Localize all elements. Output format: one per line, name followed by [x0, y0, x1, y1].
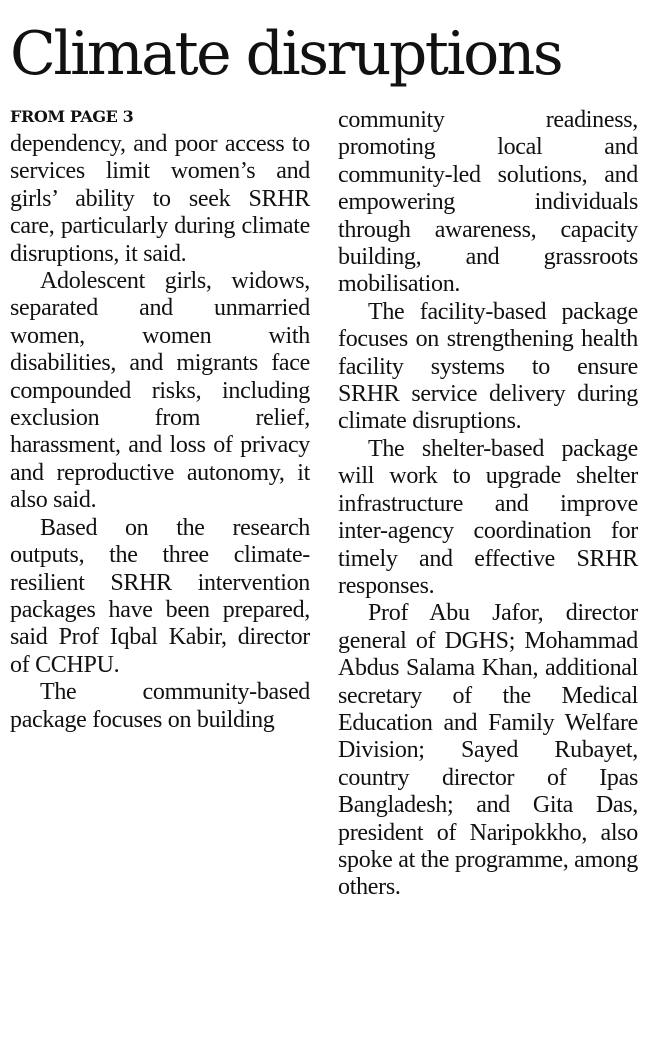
article-headline: Climate disruptions [10, 19, 562, 89]
paragraph: Adolescent girls, widows, separated and unmarried women, women with disabilities, and migrants face compounded risks, including exclusion from relief, harassment, and loss of privacy and reproductive autonomy, it also said. [10, 268, 310, 514]
paragraph: Prof Abu Jafor, director general of DGHS; Mohammad Abdus Salama Khan, additional secretary of the Medical Education and Family Welfare Division; Sayed Rubayet, country director of Ipas Bangladesh; and Gita Das, president of Naripokkho, also spoke at the programme, among others. [338, 600, 638, 901]
paragraph: The shelter-based package will work to upgrade shelter infrastructure and improve inter-agency coordination for timely and effective SRHR responses. [338, 435, 638, 599]
article-column-right [338, 107, 638, 902]
paragraph: The community-based package focuses on building [10, 679, 310, 733]
jump-label: FROM PAGE 3 [10, 107, 134, 126]
article-column-left [10, 131, 310, 734]
paragraph: The facility-based package focuses on strengthening health facility systems to ensure SRHR service delivery during climate disruptions. [338, 298, 638, 435]
paragraph: dependency, and poor access to services limit women’s and girls’ ability to seek SRHR care, particularly during climate disruptions, it said. [10, 131, 310, 267]
paragraph: Based on the research outputs, the three climate-resilient SRHR intervention packages have been prepared, said Prof Iqbal Kabir, director of CCHPU. [10, 514, 310, 678]
paragraph: community readiness, promoting local and community-led solutions, and empowering individuals through awareness, capacity building, and grassroots mobilisation. [338, 107, 638, 298]
